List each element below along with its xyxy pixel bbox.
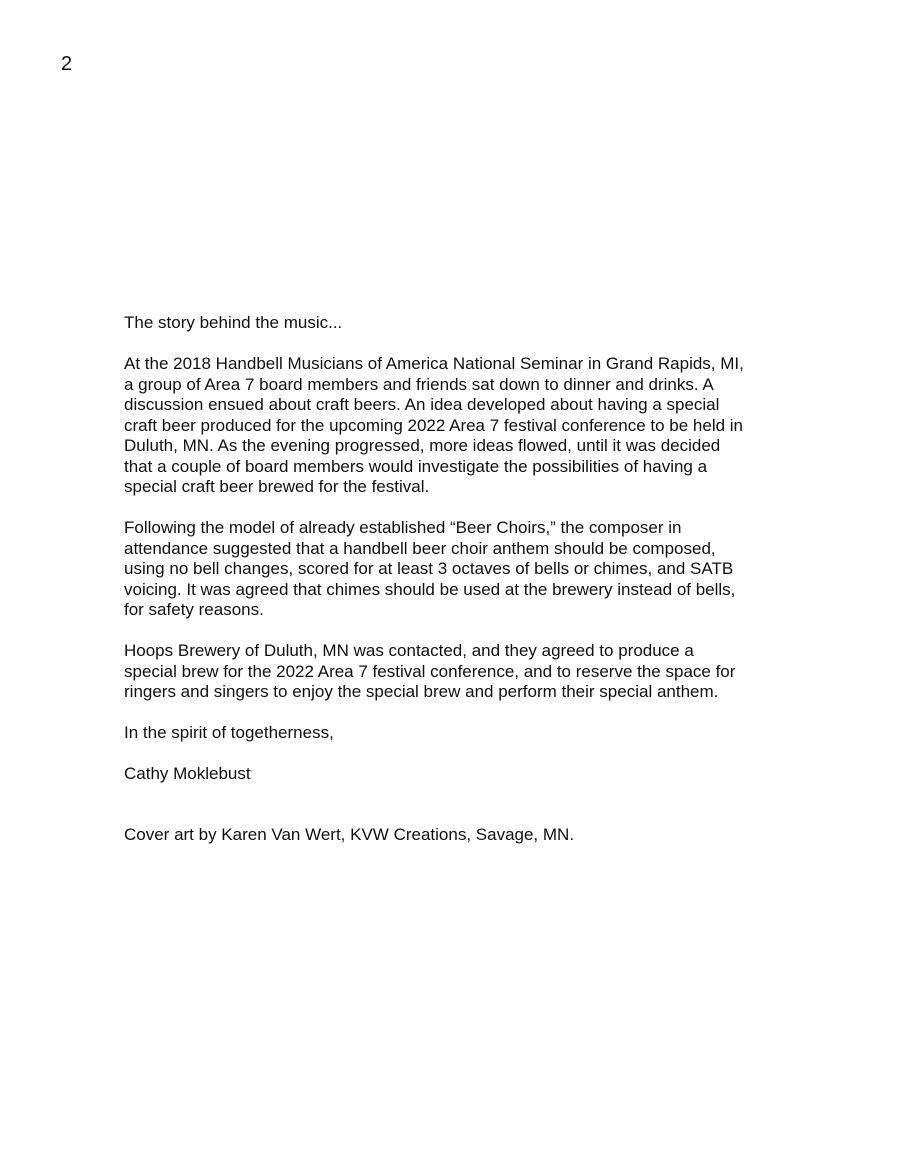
- paragraph-line: using no bell changes, scored for at least 3 octaves of bells or chimes, and SATB: [124, 559, 734, 578]
- paragraph-line: Duluth, MN. As the evening progressed, more ideas flowed, until it was decided: [124, 436, 721, 455]
- paragraph-line: a group of Area 7 board members and friends sat down to dinner and drinks. A: [124, 374, 714, 394]
- signature: Cathy Moklebust: [124, 764, 251, 783]
- cover-art-credit: Cover art by Karen Van Wert, KVW Creations, Savage, MN.: [124, 824, 575, 844]
- page-number: 2: [61, 53, 73, 75]
- paragraph-hoops-brewery: [124, 641, 784, 703]
- paragraph-line: for safety reasons.: [124, 600, 264, 619]
- closing-line: In the spirit of togetherness,: [124, 723, 334, 742]
- paragraph-line: ringers and singers to enjoy the special brew and perform their special anthem.: [124, 682, 719, 701]
- paragraph-line: At the 2018 Handbell Musicians of America National Seminar in Grand Rapids, MI,: [124, 354, 744, 373]
- paragraph-line: discussion ensued about craft beers. An idea developed about having a special: [124, 395, 720, 414]
- paragraph-line: special brew for the 2022 Area 7 festival conference, and to reserve the space for: [124, 661, 736, 681]
- paragraph-line: attendance suggested that a handbell beer choir anthem should be composed,: [124, 538, 716, 558]
- paragraph-line: special craft beer brewed for the festival.: [124, 477, 430, 496]
- paragraph-line: Following the model of already established “Beer Choirs,” the composer in: [124, 518, 682, 537]
- story-heading: The story behind the music...: [124, 313, 343, 332]
- story-section: [124, 313, 784, 845]
- paragraph-line: voicing. It was agreed that chimes should be used at the brewery instead of bells,: [124, 579, 736, 599]
- paragraph-line: that a couple of board members would investigate the possibilities of having a: [124, 456, 708, 476]
- paragraph-beer-choirs: [124, 518, 784, 621]
- paragraph-seminar: [124, 354, 784, 498]
- paragraph-line: Hoops Brewery of Duluth, MN was contacted, and they agreed to produce a: [124, 641, 694, 660]
- paragraph-line: craft beer produced for the upcoming 2022 Area 7 festival conference to be held in: [124, 415, 744, 435]
